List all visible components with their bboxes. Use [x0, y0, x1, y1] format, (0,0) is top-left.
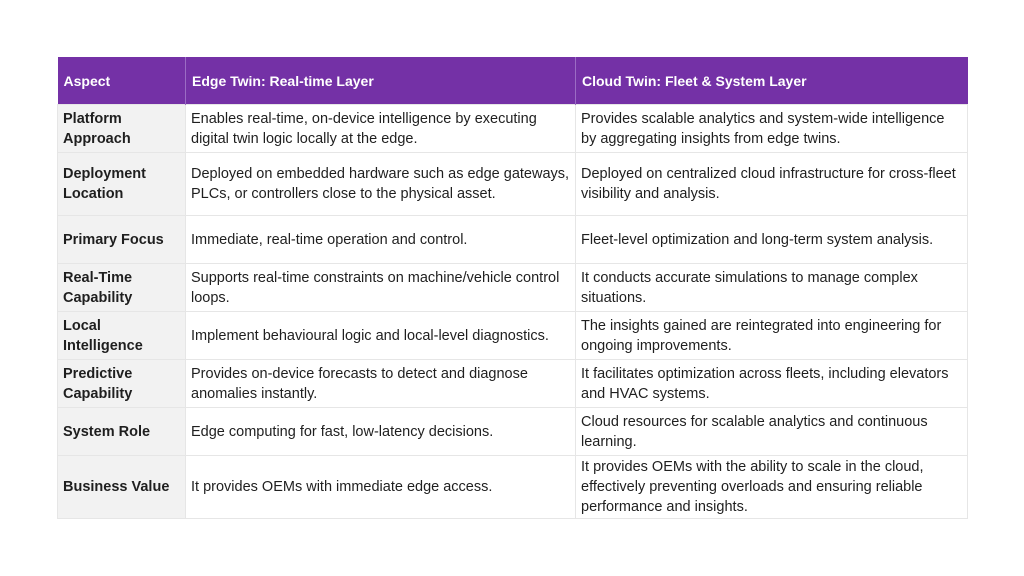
row-edge: Provides on-device forecasts to detect and diagnose anomalies instantly.: [186, 360, 576, 408]
header-cloud-twin: Cloud Twin: Fleet & System Layer: [576, 57, 968, 105]
row-cloud: It provides OEMs with the ability to scale in the cloud, effectively preventing overloads and ensuring reliable performance and insights.: [576, 456, 968, 519]
header-row: [58, 57, 968, 105]
row-aspect: Predictive Capability: [58, 360, 186, 408]
row-aspect: System Role: [58, 408, 186, 456]
row-edge: It provides OEMs with immediate edge access.: [186, 456, 576, 519]
row-edge: Enables real-time, on-device intelligence by executing digital twin logic locally at the edge.: [186, 105, 576, 153]
table-row: [58, 408, 968, 456]
table-header: [58, 57, 968, 105]
row-aspect: Business Value: [58, 456, 186, 519]
row-edge: Deployed on embedded hardware such as edge gateways, PLCs, or controllers close to the physical asset.: [186, 153, 576, 216]
table-row: [58, 153, 968, 216]
row-aspect: Platform Approach: [58, 105, 186, 153]
header-edge-twin: Edge Twin: Real-time Layer: [186, 57, 576, 105]
row-cloud: Cloud resources for scalable analytics and continuous learning.: [576, 408, 968, 456]
row-aspect: Deployment Location: [58, 153, 186, 216]
table-row: [58, 264, 968, 312]
table-row: [58, 312, 968, 360]
table-row: [58, 216, 968, 264]
row-cloud: It conducts accurate simulations to manage complex situations.: [576, 264, 968, 312]
header-aspect: Aspect: [58, 57, 186, 105]
row-edge: Immediate, real-time operation and control.: [186, 216, 576, 264]
table-row: [58, 360, 968, 408]
row-cloud: Provides scalable analytics and system-wide intelligence by aggregating insights from edge twins.: [576, 105, 968, 153]
row-cloud: It facilitates optimization across fleets, including elevators and HVAC systems.: [576, 360, 968, 408]
row-aspect: Local Intelligence: [58, 312, 186, 360]
row-aspect: Real-Time Capability: [58, 264, 186, 312]
table-row: [58, 105, 968, 153]
row-cloud: The insights gained are reintegrated into engineering for ongoing improvements.: [576, 312, 968, 360]
row-cloud: Fleet-level optimization and long-term system analysis.: [576, 216, 968, 264]
row-aspect: Primary Focus: [58, 216, 186, 264]
comparison-table: [57, 57, 968, 519]
row-cloud: Deployed on centralized cloud infrastructure for cross-fleet visibility and analysis.: [576, 153, 968, 216]
row-edge: Edge computing for fast, low-latency decisions.: [186, 408, 576, 456]
row-edge: Implement behavioural logic and local-level diagnostics.: [186, 312, 576, 360]
table-row: [58, 456, 968, 519]
row-edge: Supports real-time constraints on machine/vehicle control loops.: [186, 264, 576, 312]
table-body: [58, 105, 968, 519]
